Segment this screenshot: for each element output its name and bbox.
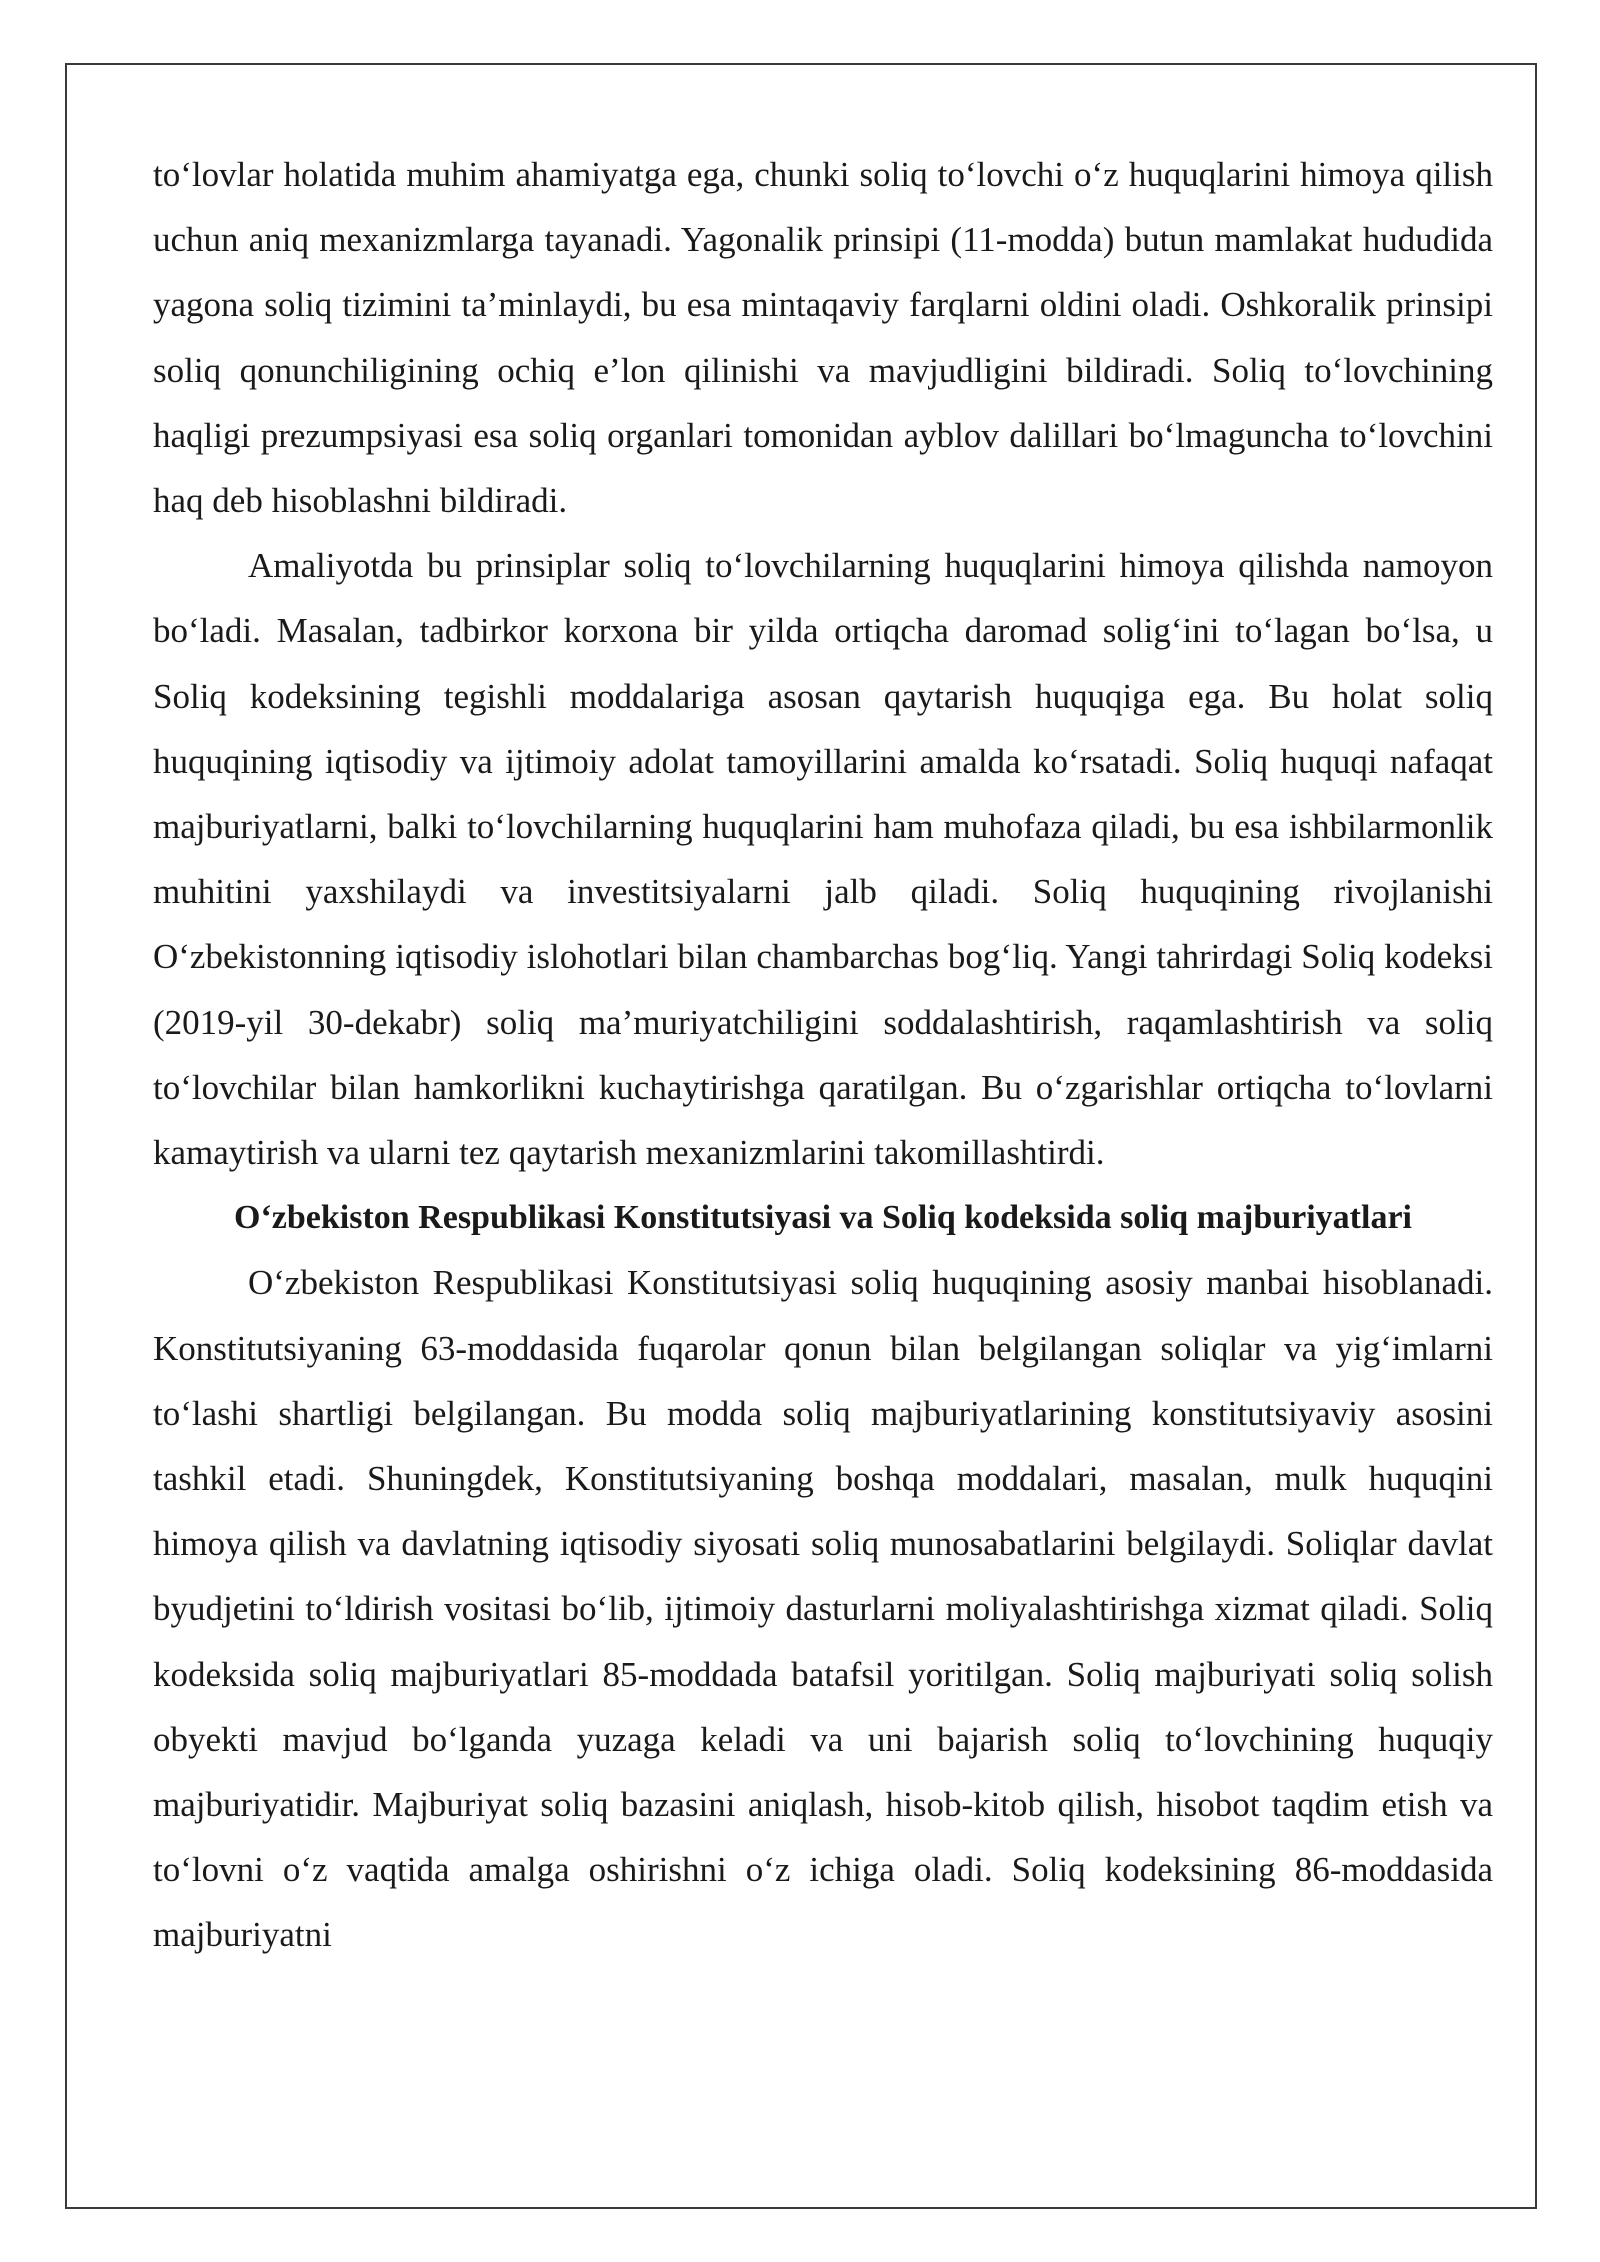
paragraph-constitution: O‘zbekiston Respublikasi Konstitutsiyasi soliq huquqining asosiy manbai hisoblanadi. Konstitutsiyaning 63-moddasida fuqarolar qonun bilan belgilangan soliqlar va yig‘imlarni to‘lashi shartligi belgilangan. Bu modda soliq majburiyatlarining konstitutsiyaviy asosini tashkil etadi. Shuningdek, Konstitutsiyaning boshqa moddalari, masalan, mulk huquqini himoya qilish va davlatning iqtisodiy siyosati soliq munosabatlarini belgilaydi. Soliqlar davlat byudjetini to‘ldirish vositasi bo‘lib, ijtimoiy dasturlarni moliyalashtirishga xizmat qiladi. Soliq kodeksida soliq majburiyatlari 85-moddada batafsil yoritilgan. Soliq majburiyati soliq solish obyekti mavjud bo‘lganda yuzaga keladi va uni bajarish soliq to‘lovchining huquqiy majburiyatidir. Majburiyat soliq bazasini aniqlash, hisob-kitob qilish, hisobot taqdim etish va to‘lovni o‘z vaqtida amalga oshirishni o‘z ichiga oladi. Soliq kodeksining 86-moddasida majburiyatni bbox=[153, 1263, 1493, 1955]
section-heading: O‘zbekiston Respublikasi Konstitutsiyasi va Soliq kodeksida soliq majburiyatlari bbox=[234, 1199, 1412, 1237]
paragraph-continuation: to‘lovlar holatida muhim ahamiyatga ega, chunki soliq to‘lovchi o‘z huquqlarini himoya qilish uchun aniq mexanizmlarga tayanadi. Yagonalik prinsipi (11-modda) butun mamlakat hududida yagona soliq tizimini ta’minlaydi, bu esa mintaqaviy farqlarni oldini oladi. Oshkoralik prinsipi soliq qonunchiligining ochiq e’lon qilinishi va mavjudligini bildiradi. Soliq to‘lovchining haqligi prezumpsiyasi esa soliq organlari tomonidan ayblov dalillari bo‘lmaguncha to‘lovchini haq deb hisoblashni bildiradi. bbox=[153, 155, 1493, 521]
paragraph-practice: Amaliyotda bu prinsiplar soliq to‘lovchilarning huquqlarini himoya qilishda namoyon bo‘ladi. Masalan, tadbirkor korxona bir yilda ortiqcha daromad solig‘ini to‘lagan bo‘lsa, u Soliq kodeksining tegishli moddalariga asosan qaytarish huquqiga ega. Bu holat soliq huquqining iqtisodiy va ijtimoiy adolat tamoyillarini amalda ko‘rsatadi. Soliq huquqi nafaqat majburiyatlarni, balki to‘lovchilarning huquqlarini ham muhofaza qiladi, bu esa ishbilarmonlik muhitini yaxshilaydi va investitsiyalarni jalb qiladi. Soliq huquqining rivojlanishi O‘zbekistonning iqtisodiy islohotlari bilan chambarchas bog‘liq. Yangi tahrirdagi Soliq kodeksi (2019-yil 30-dekabr) soliq ma’muriyatchiligini soddalashtirish, raqamlashtirish va soliq to‘lovchilar bilan hamkorlikni kuchaytirishga qaratilgan. Bu o‘zgarishlar ortiqcha to‘lovlarni kamaytirish va ularni tez qaytarish mexanizmlarini takomillashtirdi. bbox=[153, 546, 1493, 1173]
document-body bbox=[153, 142, 1493, 1968]
